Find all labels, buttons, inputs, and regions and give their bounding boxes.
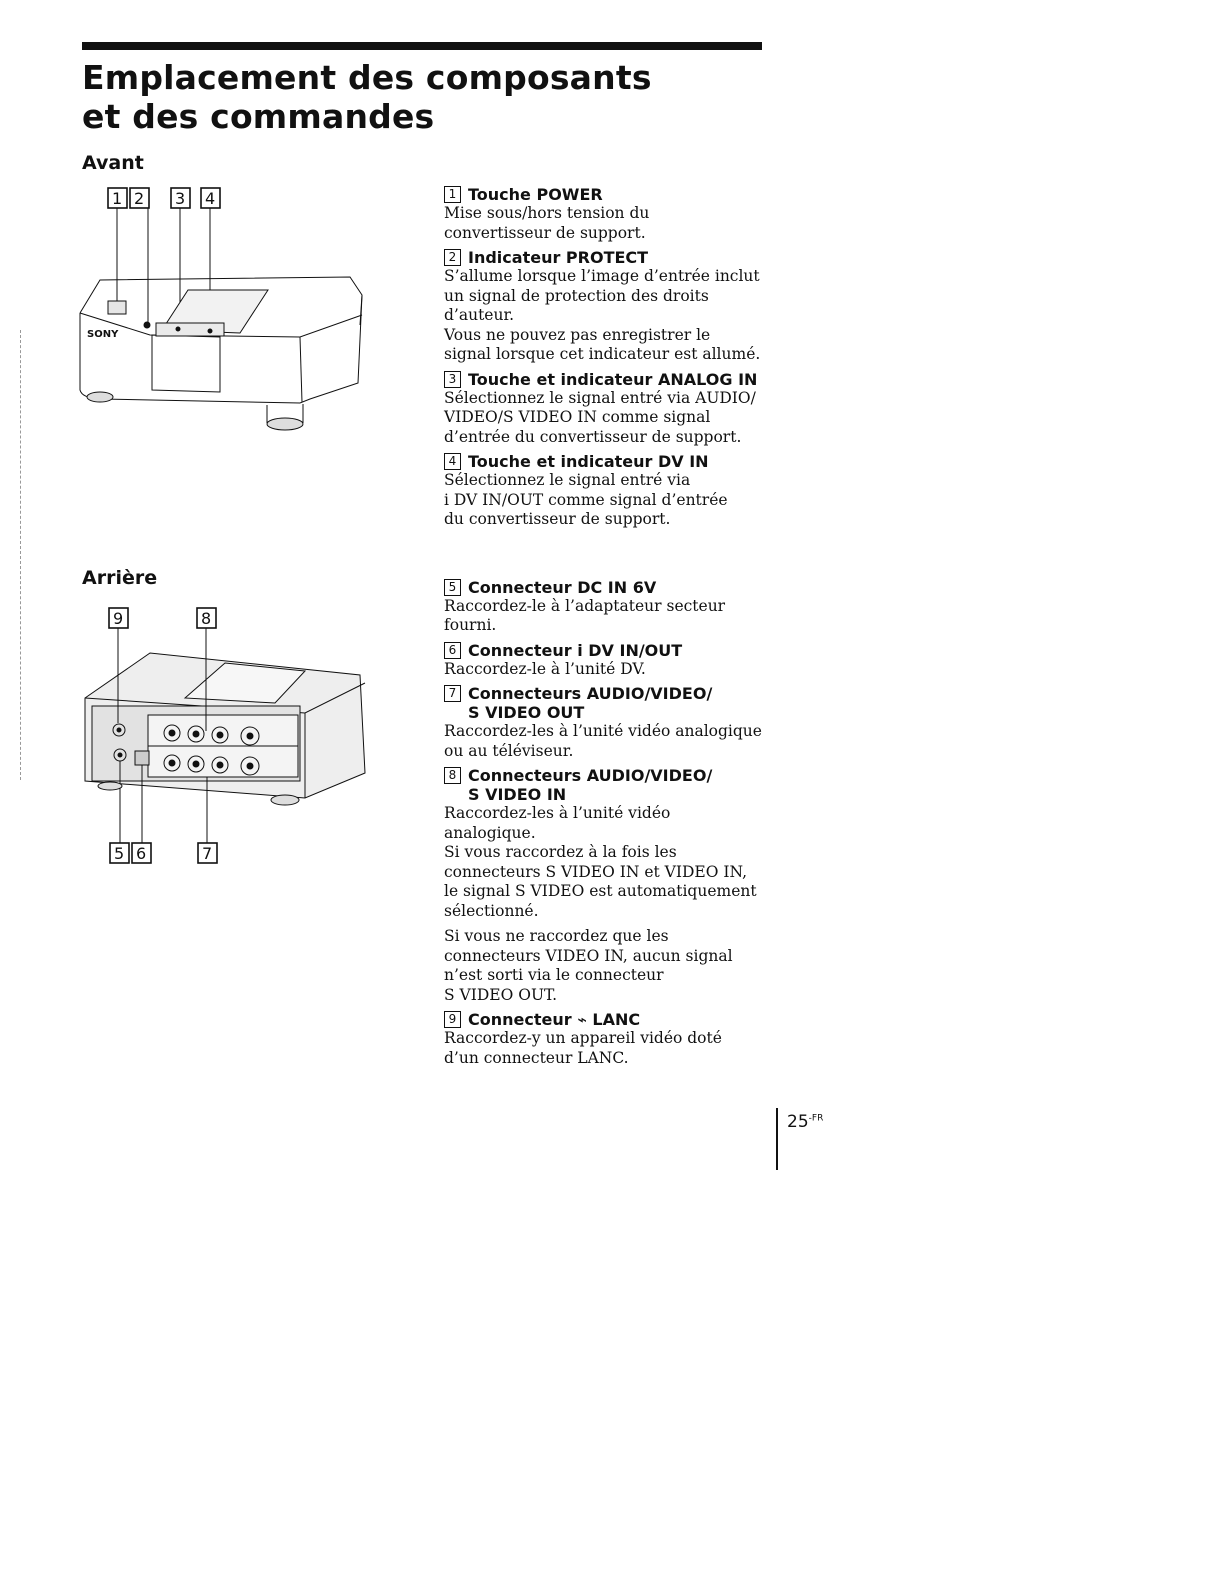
front-callout-3 <box>171 188 190 208</box>
item-description: Raccordez-le à l’unité DV. <box>444 659 646 678</box>
item-title: Connecteur ⌁ LANC <box>468 1010 641 1029</box>
section-front-heading: Avant <box>82 152 144 174</box>
page-number-suffix: -FR <box>808 1113 824 1124</box>
item-title: Connecteurs AUDIO/VIDEO/ S VIDEO OUT <box>468 684 713 722</box>
item-description: Mise sous/hors tension du convertisseur de support. <box>444 204 650 242</box>
rear-callout-5-label: 5 <box>114 844 125 863</box>
page-title-line-2: et des commandes <box>82 97 435 136</box>
page-number <box>787 1112 823 1132</box>
rear-callout-6 <box>132 843 151 863</box>
component-item-8 <box>444 766 774 1005</box>
front-callout-1 <box>108 188 127 208</box>
item-description: Raccordez-le à l’adaptateur secteur fourni. <box>444 596 726 634</box>
item-description: Sélectionnez le signal entré via AUDIO/ VIDEO/S VIDEO IN comme signal d’entrée du convertisseur de support. <box>444 388 756 446</box>
item-title: Touche et indicateur ANALOG IN <box>468 369 758 389</box>
item-description: Raccordez-les à l’unité vidéo analogique ou au téléviseur. <box>444 722 762 760</box>
page-title <box>82 58 782 136</box>
rear-callout-7 <box>198 843 217 863</box>
item-description: Sélectionnez le signal entré via i DV IN/OUT comme signal d’entrée du convertisseur de support. <box>444 471 728 528</box>
component-item-5 <box>444 578 774 636</box>
component-item-2 <box>444 248 774 365</box>
rear-callout-8 <box>197 608 216 628</box>
rear-callout-6-label: 6 <box>136 844 147 863</box>
scan-margin-marks <box>20 330 23 780</box>
item-title: Connecteurs AUDIO/VIDEO/ S VIDEO IN <box>468 766 713 804</box>
item-number-badge: 8 <box>444 767 461 784</box>
component-item-9 <box>444 1010 774 1068</box>
front-callout-4-label: 4 <box>205 189 216 208</box>
rear-callout-7-label: 7 <box>202 844 213 863</box>
front-callout-1-label: 1 <box>112 189 123 208</box>
component-item-1 <box>444 185 774 243</box>
rear-callout-5 <box>110 843 129 863</box>
page-number-bar <box>776 1108 778 1170</box>
item-description: S’allume lorsque l’image d’entrée inclut un signal de protection des droits d’auteur. Vous ne pouvez pas enregistrer le signal lorsque cet indicateur est allumé. <box>444 267 761 363</box>
item-title: Touche et indicateur DV IN <box>468 452 709 471</box>
item-description-note: Si vous ne raccordez que les connecteurs VIDEO IN, aucun signal n’est sorti via le connecteur S VIDEO OUT. <box>444 927 733 1004</box>
rear-callout-9 <box>109 608 128 628</box>
component-item-4 <box>444 452 774 530</box>
item-number-badge: 5 <box>444 579 461 596</box>
front-callout-4 <box>201 188 220 208</box>
item-number-badge: 2 <box>444 249 461 266</box>
item-number-badge: 4 <box>444 453 461 470</box>
page-number-value: 25 <box>787 1112 809 1132</box>
front-callout-3-label: 3 <box>175 189 186 208</box>
item-number-badge: 1 <box>444 186 461 203</box>
front-callout-2 <box>130 188 149 208</box>
item-number-badge: 9 <box>444 1011 461 1028</box>
component-item-3 <box>444 370 774 448</box>
sony-logo: SONY <box>87 329 119 340</box>
component-list <box>444 185 774 1073</box>
rear-callout-8-label: 8 <box>201 609 212 628</box>
top-rule <box>82 42 762 50</box>
item-number-badge: 7 <box>444 685 461 702</box>
item-description: Raccordez-y un appareil vidéo doté d’un connecteur LANC. <box>444 1029 722 1067</box>
item-title: Connecteur DC IN 6V <box>468 577 657 597</box>
component-item-7 <box>444 684 774 761</box>
item-number-badge: 3 <box>444 371 461 388</box>
component-item-6 <box>444 641 774 680</box>
front-callout-2-label: 2 <box>134 189 145 208</box>
item-number-badge: 6 <box>444 642 461 659</box>
item-title: Indicateur PROTECT <box>468 248 649 267</box>
rear-callout-9-label: 9 <box>113 609 124 628</box>
item-description: Raccordez-les à l’unité vidéo analogique. Si vous raccordez à la fois les connecteurs S VIDEO IN et VIDEO IN, le signal S VIDEO est automatiquement sélectionné. <box>444 804 757 920</box>
page-title-line-1: Emplacement des composants <box>82 58 652 97</box>
item-title: Touche POWER <box>468 185 603 204</box>
rear-panel-illustration <box>80 603 380 868</box>
item-title: Connecteur i DV IN/OUT <box>468 640 683 660</box>
section-rear-heading: Arrière <box>82 567 158 589</box>
front-panel-illustration <box>70 185 380 435</box>
